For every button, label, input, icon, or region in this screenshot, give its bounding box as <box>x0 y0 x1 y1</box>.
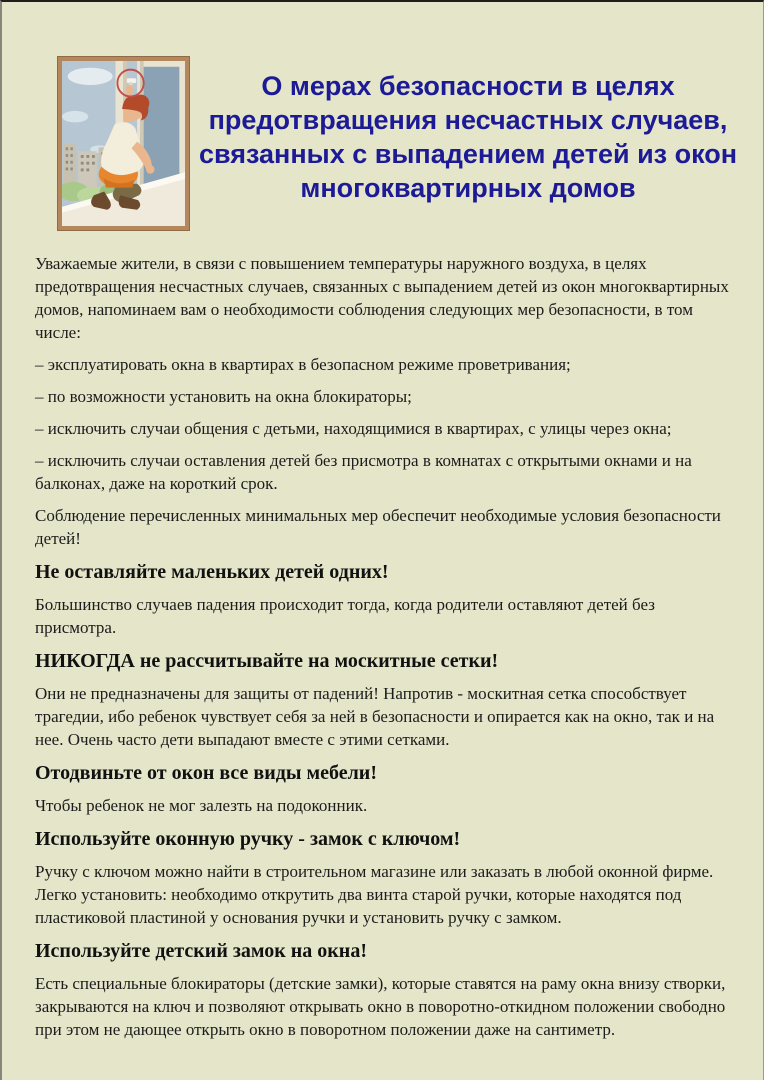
bullet-item: – эксплуатировать окна в квартирах в безопасном режиме проветривания; <box>35 355 571 374</box>
section-heading-key-lock-handle: Используйте оконную ручку - замок с ключом! <box>35 828 461 850</box>
section-body: Ручку с ключом можно найти в строительном магазине или заказать в любой оконной фирме. Легко установить: необходимо открутить два винта старой ручки, которые находятся под пластиковой пластиной у основания ручки и установить ручку с замком. <box>35 862 714 927</box>
section-body: Они не предназначены для защиты от падений! Напротив - москитная сетка способствует трагедии, ибо ребенок чувствует себя за ней в безопасности и опирается как на окно, так и на нее. Очень часто дети выпадают вместе с этими сетками. <box>35 684 715 749</box>
header <box>2 2 763 230</box>
title-wrap <box>189 57 747 205</box>
bullet-item: – исключить случаи общения с детьми, находящимися в квартирах, с улицы через окна; <box>35 419 672 438</box>
child-window-illustration-graphic <box>62 61 185 226</box>
summary-paragraph: Соблюдение перечисленных минимальных мер обеспечит необходимые условия безопасности детей! <box>35 506 721 548</box>
bullet-item: – исключить случаи оставления детей без присмотра в комнатах с открытыми окнами и на балконах, даже на короткий срок. <box>35 451 692 493</box>
section-body: Есть специальные блокираторы (детские замки), которые ставятся на раму окна внизу створки, закрываются на ключ и позволяют открывать окно в поворотно-откидном положении свободно при этом не дающее открыть окно в поворотном положении даже на сантиметр. <box>35 974 726 1039</box>
section-body: Чтобы ребенок не мог залезть на подоконник. <box>35 796 368 815</box>
document-body <box>35 252 736 1041</box>
section-body: Большинство случаев падения происходит тогда, когда родители оставляют детей без присмотра. <box>35 595 655 637</box>
intro-paragraph: Уважаемые жители, в связи с повышением температуры наружного воздуха, в целях предотвращения несчастных случаев, связанных с выпадением детей из окон многоквартирных домов, напоминаем вам о необходимости соблюдения следующих мер безопасности, в том числе: <box>35 254 729 342</box>
page-title: О мерах безопасности в целях предотвращения несчастных случаев, связанных с выпадением детей из окон многоквартирных домов <box>198 71 738 203</box>
section-heading-no-children-alone: Не оставляйте маленьких детей одних! <box>35 561 389 583</box>
section-heading-child-lock: Используйте детский замок на окна! <box>35 940 367 962</box>
child-window-illustration <box>58 57 189 230</box>
section-heading-move-furniture: Отодвиньте от окон все виды мебели! <box>35 762 377 784</box>
section-heading-mosquito-nets: НИКОГДА не рассчитывайте на москитные сетки! <box>35 650 499 672</box>
bullet-item: – по возможности установить на окна блокираторы; <box>35 387 412 406</box>
